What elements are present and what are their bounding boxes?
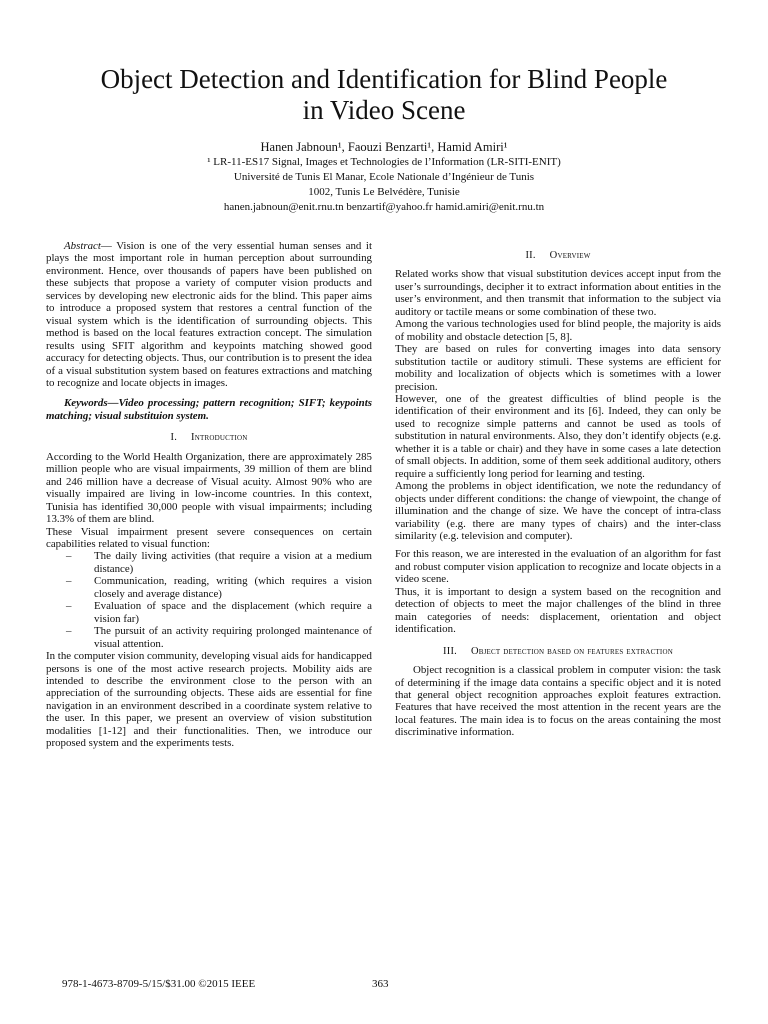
overview-paragraph: However, one of the greatest difficulties of blind people is the identification of their environment and its [6]. Indeed, they can only be used to recognize simple patterns and cannot be used as tools of substitution in natural environments. Also, they don’t identify objects (e.g. whether it is a table or chair) and they have in some cases a late detection of small objects. In addition, some of them seek additional auditory, others require a sufficiently long period for learning and testing. bbox=[395, 392, 721, 480]
bullet-dash: – bbox=[66, 625, 72, 638]
section-number: III. bbox=[443, 645, 457, 657]
list-item bbox=[46, 600, 372, 625]
list-item-text: The daily living activities (that require a vision at a medium distance) bbox=[94, 550, 372, 575]
list-item-text: Evaluation of space and the displacement (which require a vision far) bbox=[94, 600, 372, 625]
affiliation-line: Université de Tunis El Manar, Ecole Nationale d’Ingénieur de Tunis bbox=[233, 171, 535, 183]
section-title: Overview bbox=[549, 250, 591, 261]
paper-title-line-2: in Video Scene bbox=[302, 95, 466, 125]
affiliation-line: ¹ LR-11-ES17 Signal, Images et Technologies de l’Information (LR-SITI-ENIT) bbox=[207, 156, 561, 168]
overview-paragraph: Among the problems in object identification, we note the redundancy of objects under different conditions: the change of viewpoint, the change of illumination and the change of size. We have the concept of intra-class variability (e.g. there are many types of chairs) and the inter-class similarity (e.g. television and computer). bbox=[395, 480, 721, 542]
bullet-dash: – bbox=[66, 550, 72, 563]
left-column bbox=[46, 240, 372, 750]
author-list: Hanen Jabnoun¹, Faouzi Benzarti¹, Hamid Amiri¹ bbox=[260, 140, 508, 154]
overview-paragraph: They are based on rules for converting images into data sensory substitution tactile or auditory stimuli. These systems are efficient for mobility and localization of objects which is sometimes with a lower precision. bbox=[395, 343, 721, 393]
affiliation-line: 1002, Tunis Le Belvédère, Tunisie bbox=[308, 186, 460, 198]
keywords: Keywords—Video processing; pattern recognition; SIFT; keypoints matching; visual substituion system. bbox=[46, 397, 372, 422]
overview-paragraph: For this reason, we are interested in the evaluation of an algorithm for fast and robust computer vision application to recognize and locate objects in a video scene. bbox=[395, 548, 721, 586]
list-item bbox=[46, 550, 372, 575]
paper-title-line-1: Object Detection and Identification for Blind People bbox=[100, 64, 668, 94]
intro-bullet-list bbox=[46, 550, 372, 650]
section-number: II. bbox=[525, 250, 536, 261]
abstract-text: Vision is one of the very essential human senses and it plays the most important role in human perception about surrounding environment. Hence, over thousands of papers have been published on these subjects that propose a variety of computer vision products and services by developing new electronic aids for the blind. This paper aims to introduce a proposed system that restores a central function of the visual system which is the identification of surrounding objects. This method is based on the local features extraction concept. The simulation results using SFIT algorithm and keypoints matching showed good accuracy for detecting objects. Thus, our contribution is to present the idea of a visual substitution system based on features extractions and matching to recognize and locate objects in images. bbox=[46, 240, 372, 389]
section3-paragraph: Object recognition is a classical problem in computer vision: the task of determining if the image data contains a specific object and it is noted that general object recognition approaches exploit features extraction. Features that have received the most attention in the recent years are the local features. The main idea is to focus on the areas containing the most discriminative information. bbox=[395, 664, 721, 739]
list-item-text: Communication, reading, writing (which requires a vision closely and average distance) bbox=[94, 575, 372, 600]
overview-paragraph: Thus, it is important to design a system based on the recognition and detection of objects to meet the major challenges of the blind in three main categories of needs: displacement, orientation and object identification. bbox=[395, 585, 721, 636]
section-number: I. bbox=[170, 432, 178, 444]
intro-paragraph: These Visual impairment present severe consequences on certain capabilities related to visual function: bbox=[46, 525, 372, 550]
overview-paragraph: Related works show that visual substitution devices accept input from the user’s surroundings, decipher it to extract information about entities in the user’s environment, and then transmit that information to the subject via auditory or tactile means or some combination of these two. bbox=[395, 268, 721, 318]
overview-paragraph: Among the various technologies used for blind people, the majority is aids of mobility and obstacle detection [5, 8]. bbox=[395, 318, 721, 343]
paper-title bbox=[40, 64, 728, 126]
section-title: Object detection based on features extraction bbox=[470, 645, 673, 657]
section-heading-object-detection bbox=[395, 646, 721, 658]
list-item-text: The pursuit of an activity requiring prolonged maintenance of visual attention. bbox=[94, 625, 372, 650]
abstract bbox=[46, 240, 372, 389]
right-column bbox=[395, 240, 721, 739]
bullet-dash: – bbox=[66, 600, 72, 613]
list-item bbox=[46, 625, 372, 650]
section-heading-overview bbox=[395, 250, 721, 262]
list-item bbox=[46, 575, 372, 600]
author-emails: hanen.jabnoun@enit.rnu.tn benzartif@yahoo.fr hamid.amiri@enit.rnu.tn bbox=[223, 201, 545, 213]
page-number: 363 bbox=[372, 978, 389, 990]
section-title: Introduction bbox=[191, 432, 248, 444]
abstract-label: Abstract bbox=[64, 240, 101, 252]
intro-paragraph: In the computer vision community, developing visual aids for handicapped persons is one of the most active research projects. Mobility aids are intended to describe the environment close to the person with an appreciation of the surrounding objects. These aids are essential for fine navigation in an environment described in a coordinate system relative to the user. In this paper, we present an overview of vision substitution modalities [1-12] and their functionalities. Then, we introduce our proposed system and the experiments tests. bbox=[46, 650, 372, 750]
intro-paragraph: According to the World Health Organization, there are approximately 285 million people who are visual impairments, 39 million of them are blind and 246 million have a decrease of Visual acuity. Almost 90% who are visually impaired are living in low-income countries. In this context, Tunisia has identified 30,000 people with visual impairments; including 13.3% of them are blind. bbox=[46, 450, 372, 526]
bullet-dash: – bbox=[66, 575, 72, 588]
author-block bbox=[40, 139, 728, 215]
section-heading-introduction bbox=[46, 432, 372, 444]
abstract-dash: — bbox=[100, 240, 117, 252]
footer-isbn: 978-1-4673-8709-5/15/$31.00 ©2015 IEEE bbox=[62, 978, 256, 990]
